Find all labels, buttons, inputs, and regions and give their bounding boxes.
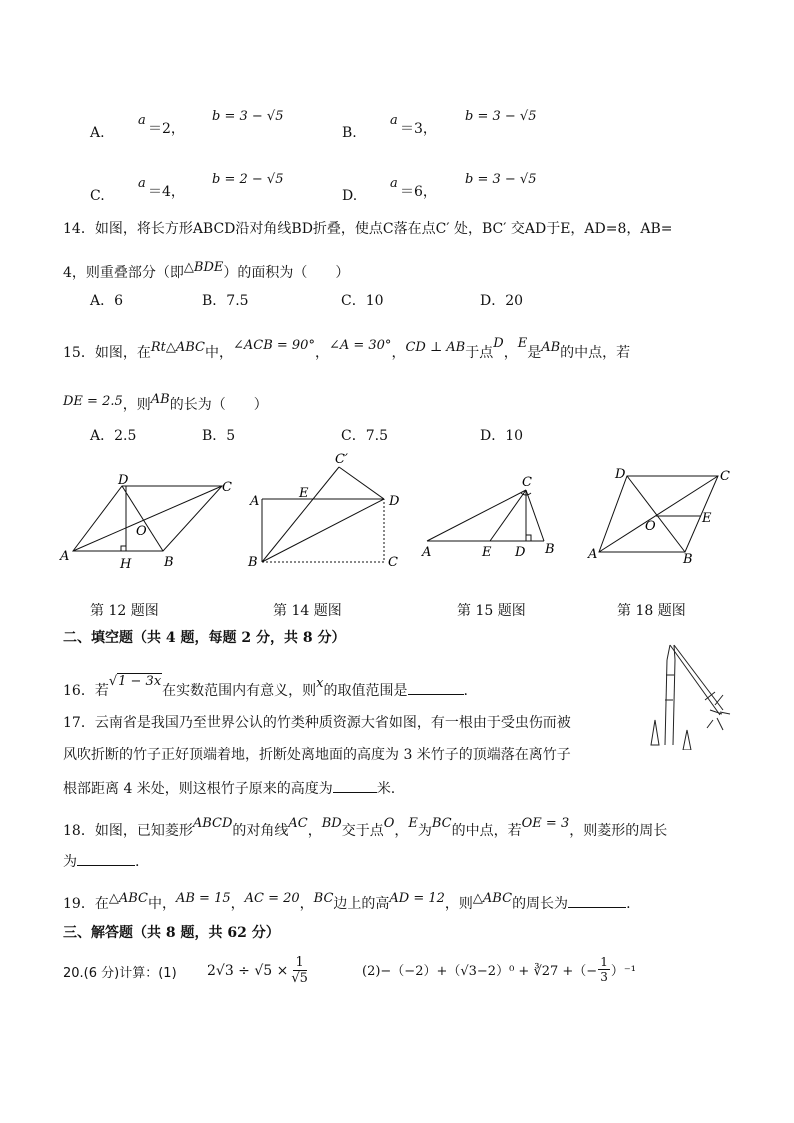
figure-12 [73,486,222,551]
point-label: B [248,555,258,570]
math-expression: Rt△ABC [150,340,205,355]
option-value: ＝2， [148,121,185,137]
math-var: E [517,336,528,351]
text: 15．如图，在 [63,345,151,361]
text: ， [503,345,518,361]
text: ）的面积为（ ） [223,265,350,281]
fraction [598,955,610,984]
point-label: C [388,555,398,570]
text: 19．在 [63,896,109,912]
figure-14 [262,467,384,562]
math-var: BD [321,816,342,831]
math-expression: 2√3 ÷ √5 × [207,962,289,979]
text: 于点 [465,345,494,361]
text: ，则 [444,896,473,912]
text: 为 [63,854,77,870]
numerator: 1 [293,955,307,971]
point-label: A [422,545,432,560]
option: C．7.5 [341,428,388,444]
math-expression: b = 3 − √5 [465,109,537,124]
point-label: D [389,494,400,509]
text: . [135,854,140,870]
math-var: AB [150,392,170,407]
q14-line2 [63,260,350,283]
text: 的周长为 [512,896,569,912]
option-value: ＝3， [400,121,437,137]
figure-caption: 第 12 题图 [90,603,159,619]
option: D．10 [480,428,524,444]
point-label: D [615,467,626,482]
math-expression: AC = 20 [244,891,300,906]
figure-15 [427,490,544,541]
text: 4，则重叠部分（即 [63,265,184,281]
math-expression: DE = 2.5 [63,394,123,409]
math-var: AB [541,340,561,355]
q18-line1 [63,816,668,841]
point-label: E [482,545,492,560]
radicand: 1 − 3x [118,674,162,689]
q20-expression-2 [362,955,636,984]
text: ， [394,823,409,839]
section-heading: 三、解答题（共 8 题，共 62 分） [63,925,280,941]
point-label: D [515,545,526,560]
text: 米. [376,781,396,797]
text: . [626,896,631,912]
point-label: A [588,547,598,562]
math-var: AC [288,816,308,831]
math-var: a [138,113,146,128]
text: ，则 [122,397,151,413]
point-label: A [250,494,260,509]
point-label: E [702,511,712,526]
point-label: C [522,475,532,490]
option: C．10 [341,293,384,309]
denominator: √5 [291,971,308,986]
answer-blank[interactable] [333,778,377,793]
math-expression: ∠ACB = 90° [232,338,315,353]
math-var: a [390,113,398,128]
option: B．5 [202,428,236,444]
point-label: C [222,480,232,495]
text: 的取值范围是 [323,683,408,699]
q17-line3 [63,778,395,798]
point-label: O [136,524,147,539]
point-label: B [683,552,693,567]
figure-caption: 第 14 题图 [273,603,342,619]
figures-row [0,445,794,595]
text: ， [230,896,245,912]
q17-line1: 17．云南省是我国乃至世界公认的竹类种质资源大省如图，有一根由于受虫伤而被 [63,715,571,731]
text: 在实数范围内有意义，则 [162,683,317,699]
math-expression: AD = 12 [389,891,445,906]
math-expression: b = 2 − √5 [212,172,284,187]
numerator: 1 [600,955,608,969]
math-expression: b = 3 − √5 [465,172,537,187]
text: ， [307,823,322,839]
text: 根部距离 4 米处，则这根竹子原来的高度为 [63,781,333,797]
q15-line2 [63,392,268,415]
option: A．6 [90,293,124,309]
math-var: ABCD [192,816,233,831]
math-expression: △ABC [108,891,148,906]
q17-line2: 风吹折断的竹子正好顶端着地，折断处离地面的高度为 3 米竹子的顶端落在离竹子 [63,747,571,763]
point-label: A [60,549,70,564]
q19 [63,893,631,914]
option-letter: B. [342,125,357,141]
q14-line1: 14．如图，将长方形ABCD沿对角线BD折叠，使点C落在点C′ 处，BC′ 交AD于E，AD=8，AB= [63,221,673,237]
text: 中， [204,345,233,361]
answer-blank[interactable] [77,851,135,866]
option: D．20 [480,293,524,309]
point-label: B [164,555,174,570]
text: ，则菱形的周长 [569,823,668,839]
bamboo-illustration [645,640,735,750]
option-letter: A. [90,125,105,141]
option: B．7.5 [202,293,249,309]
math-var: O [383,816,395,831]
text: 的中点，若 [560,345,631,361]
math-var: a [138,176,146,191]
point-label: B [545,542,555,557]
q18-line2 [63,851,139,871]
text: 交于点 [341,823,384,839]
math-expression: AB = 15 [175,891,231,906]
text: . [463,683,468,699]
option-letter: D. [342,188,358,204]
math-expression: ∠A = 30° [328,338,392,353]
point-label: H [120,557,132,572]
point-label: O [645,519,656,534]
text: 的对角线 [232,823,289,839]
text: 18．如图，已知菱形 [63,823,193,839]
math-expression: △ABC [472,891,513,906]
figure-caption: 第 18 题图 [617,603,686,619]
point-label: C′ [335,452,348,467]
q20-expression-1 [207,955,308,986]
square-root: √1 − 3x [108,674,162,689]
text: 中， [147,896,176,912]
math-expression: ）⁻¹ [610,964,636,979]
answer-blank[interactable] [408,680,464,695]
math-var: E [408,816,418,831]
text: ， [299,896,314,912]
option: A．2.5 [90,428,137,444]
point-label: E [299,486,309,501]
math-expression: △BDE [183,260,224,275]
option-letter: C. [90,188,105,204]
denominator: 3 [600,970,608,984]
math-var: a [390,176,398,191]
section-heading: 二、填空题（共 4 题，每题 2 分，共 8 分） [63,630,346,646]
text: ， [314,345,329,361]
text: 的长为（ ） [169,397,268,413]
point-label: D [118,473,129,488]
text: 的中点，若 [451,823,522,839]
math-var: D [493,336,504,351]
text: 是 [527,345,542,361]
text: 边上的高 [333,896,390,912]
math-var: x [316,676,324,691]
q15-line1 [63,336,631,363]
math-var: BC [431,816,452,831]
math-expression: CD ⊥ AB [405,340,466,355]
fraction [291,955,308,986]
figure-18 [599,476,718,552]
math-expression: b = 3 − √5 [212,109,284,124]
option-value: ＝6， [400,184,437,200]
option-value: ＝4， [148,184,185,200]
math-var: BC [313,891,334,906]
text: 16．若 [63,683,109,699]
math-expression: OE = 3 [521,816,570,831]
figure-caption: 第 15 题图 [457,603,526,619]
math-expression: (2)−（−2）+（√3−2）⁰ + ∛27 +（− [362,964,598,979]
answer-blank[interactable] [568,893,626,908]
q20-label: 20.(6 分)计算：(1) [63,966,177,981]
q16 [63,674,468,701]
text: 为 [417,823,432,839]
point-label: C [720,469,730,484]
text: ， [391,345,406,361]
